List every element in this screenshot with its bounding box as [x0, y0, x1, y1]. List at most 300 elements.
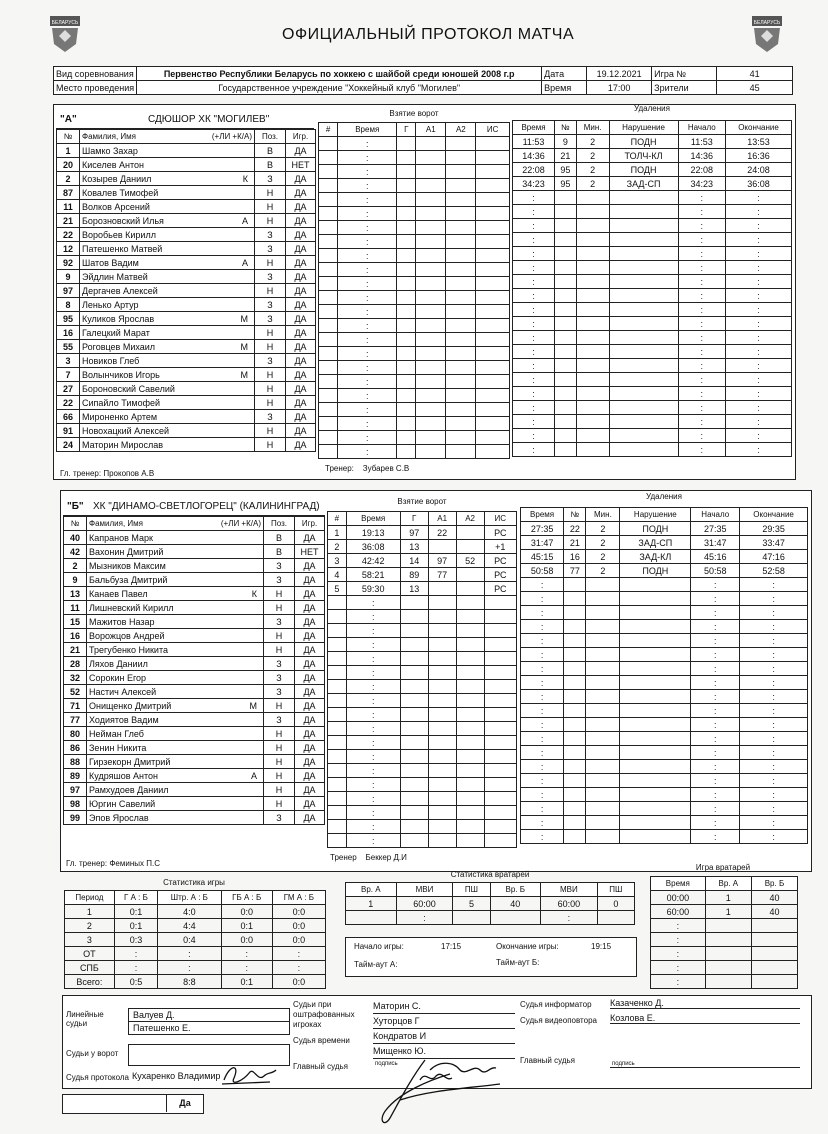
player-name: Дергачев Алексей	[82, 285, 158, 296]
gk-cell: 0	[597, 897, 634, 911]
goal-row: :	[328, 610, 517, 624]
penalty-no: 22	[564, 522, 586, 536]
penalty-row	[521, 536, 808, 550]
player-name: Кудряшов Антон	[89, 770, 158, 781]
penalty-s: 34:23	[678, 177, 725, 191]
penalty-row: : : :	[513, 261, 792, 275]
player-position: З	[255, 298, 286, 312]
team-a-penalties-title: Удаления	[634, 104, 670, 113]
player-name: Трегубенко Никита	[89, 644, 168, 655]
stats-cell: 0:4	[158, 933, 221, 947]
player-name: Ленько Артур	[82, 299, 139, 310]
team-b-roster	[63, 516, 325, 825]
penalty-min: 2	[576, 177, 609, 191]
stats-cell: :	[272, 947, 325, 961]
goal-n: 1	[328, 526, 347, 540]
goal-a2	[456, 526, 484, 540]
player-position: З	[264, 573, 295, 587]
player-position: Н	[264, 755, 295, 769]
stats-cell: :	[272, 961, 325, 975]
player-number: 8	[57, 298, 80, 312]
gk-play-row: :	[651, 947, 798, 961]
goal-g: 13	[400, 582, 428, 596]
player-name-cell	[80, 242, 255, 256]
gk-column-header: ПШ	[453, 883, 490, 897]
linesman-2: Патешенко Е.	[133, 1023, 191, 1033]
player-name-cell	[87, 699, 264, 713]
player-number: 80	[64, 727, 87, 741]
player-name-cell	[80, 340, 255, 354]
chief-judge-line	[610, 1053, 800, 1068]
player-played: ДА	[295, 811, 325, 825]
player-played: ДА	[295, 699, 325, 713]
player-position: Н	[255, 284, 286, 298]
svg-text:БЕЛАРУСЬ: БЕЛАРУСЬ	[753, 20, 781, 26]
player-row	[57, 242, 316, 256]
col-name: Фамилия, Имя (+ЛИ +К/А)	[87, 517, 264, 531]
penalty-row	[513, 149, 792, 163]
player-name-cell	[80, 368, 255, 382]
team-b-header	[63, 501, 325, 516]
player-role: М	[240, 369, 248, 380]
gk-play-cell: 00:00	[651, 891, 706, 905]
penalty-t: 50:58	[521, 564, 564, 578]
player-role: М	[240, 341, 248, 352]
player-number: 11	[64, 601, 87, 615]
chief-judge-label: Главный судья	[520, 1056, 576, 1065]
player-name-cell	[80, 172, 255, 186]
goal-row: :	[319, 305, 510, 319]
goal-row: :	[319, 207, 510, 221]
column-header: А2	[446, 123, 476, 137]
gk-stats-title: Статистика вратарей	[450, 870, 530, 879]
stats-column-header: Г А : Б	[114, 891, 157, 905]
penalty-row: : : :	[521, 718, 808, 732]
stats-row	[65, 919, 326, 933]
spectators-value: 45	[717, 81, 793, 95]
player-number: 22	[57, 228, 80, 242]
player-name-cell	[80, 382, 255, 396]
player-played: ДА	[286, 186, 316, 200]
linesman-1: Валуев Д.	[129, 1009, 289, 1022]
goal-row: :	[328, 806, 517, 820]
penalty-s: 14:36	[678, 149, 725, 163]
player-row	[64, 685, 325, 699]
player-name: Мызников Максим	[89, 560, 166, 571]
player-row	[57, 438, 316, 452]
player-row	[64, 769, 325, 783]
stats-cell: 0:3	[114, 933, 157, 947]
player-name: Капранов Марк	[89, 532, 153, 543]
match-info-table	[53, 66, 793, 95]
goal-row: :	[319, 445, 510, 459]
player-position: Н	[264, 769, 295, 783]
player-row	[64, 601, 325, 615]
penalty-min: 2	[576, 135, 609, 149]
goal-g: 14	[400, 554, 428, 568]
penalty-row: : : :	[521, 816, 808, 830]
timekeeper-label: Судья времени	[293, 1036, 350, 1045]
penalty-judges-label: Судьи при оштрафованных игроках	[293, 1000, 355, 1029]
stats-row	[65, 933, 326, 947]
stats-cell: 0:1	[221, 919, 272, 933]
gk-cell: 60:00	[396, 897, 453, 911]
stats-cell: :	[221, 947, 272, 961]
player-name-cell	[80, 396, 255, 410]
player-position: Н	[264, 783, 295, 797]
player-number: 66	[57, 410, 80, 424]
player-name-cell	[87, 727, 264, 741]
penalty-e: 33:47	[740, 536, 808, 550]
penalty-row: : : :	[513, 331, 792, 345]
player-number: 7	[57, 368, 80, 382]
player-name-cell	[87, 755, 264, 769]
column-header: А1	[428, 512, 456, 526]
column-header: Г	[397, 123, 416, 137]
team-b-goals-table	[327, 511, 517, 848]
player-row	[64, 671, 325, 685]
player-row	[57, 312, 316, 326]
player-played: ДА	[295, 783, 325, 797]
goal-row: :	[319, 347, 510, 361]
player-number: 52	[64, 685, 87, 699]
player-position: В	[255, 158, 286, 172]
info-judge-name: Казаченко Д.	[610, 998, 800, 1009]
player-name-cell	[80, 312, 255, 326]
team-a-name: СДЮШОР ХК "МОГИЛЕВ"	[148, 114, 270, 125]
competition-value: Первенство Республики Беларусь по хоккею с шайбой среди юношей 2008 г.р	[137, 67, 542, 81]
col-no: №	[57, 130, 80, 144]
gk-play-table	[650, 876, 798, 989]
player-name: Шатов Вадим	[82, 257, 139, 268]
goal-row	[328, 526, 517, 540]
penalty-v: ПОДН	[620, 564, 691, 578]
gk-play-cell: 40	[751, 891, 797, 905]
player-row	[64, 741, 325, 755]
team-b-name: ХК "ДИНАМО-СВЕТЛОГОРЕЦ" (КАЛИНИНГРАД)	[93, 501, 320, 512]
player-name-cell	[80, 256, 255, 270]
stats-cell: 4:0	[158, 905, 221, 919]
stats-cell: 0:0	[221, 933, 272, 947]
player-position: Н	[255, 396, 286, 410]
player-number: 9	[57, 270, 80, 284]
start-value: 17:15	[441, 942, 462, 951]
column-header: Время	[346, 512, 400, 526]
penalty-e: 36:08	[726, 177, 792, 191]
player-row	[64, 531, 325, 545]
referee-signature	[370, 1040, 510, 1130]
player-row	[57, 410, 316, 424]
gk-play-cell: 1	[705, 905, 751, 919]
stats-cell: 0:0	[272, 975, 325, 989]
penalty-t: 22:08	[513, 163, 555, 177]
belarus-logo-right	[750, 14, 784, 54]
gk-play-cell: 40	[751, 905, 797, 919]
player-row	[57, 284, 316, 298]
venue-label: Место проведения	[54, 81, 137, 95]
penalty-row: : : :	[513, 373, 792, 387]
penalty-e: 47:16	[740, 550, 808, 564]
player-played: ДА	[295, 531, 325, 545]
penalty-row: : : :	[513, 233, 792, 247]
player-role: М	[249, 700, 257, 711]
player-name-cell	[80, 214, 255, 228]
penalty-min: 2	[576, 163, 609, 177]
linesmen-label: Линейные судьи	[66, 1010, 104, 1028]
gk-play-column-header: Время	[651, 877, 706, 891]
goal-row	[328, 540, 517, 554]
player-played: ДА	[295, 601, 325, 615]
team-a-tag: "А"	[60, 114, 77, 125]
player-played: ДА	[286, 438, 316, 452]
player-played: ДА	[286, 382, 316, 396]
goal-row: :	[319, 151, 510, 165]
goal-row: :	[319, 431, 510, 445]
goal-row: :	[328, 680, 517, 694]
scorer-signature	[220, 1060, 280, 1090]
penalty-t: 45:15	[521, 550, 564, 564]
player-number: 12	[57, 242, 80, 256]
goal-row: :	[328, 764, 517, 778]
stats-cell: :	[114, 961, 157, 975]
goal-g: 13	[400, 540, 428, 554]
player-row	[57, 214, 316, 228]
goal-row: :	[319, 221, 510, 235]
player-played: ДА	[295, 797, 325, 811]
goal-row	[328, 568, 517, 582]
referee-sign-label: подпись	[375, 1061, 398, 1067]
player-number: 24	[57, 438, 80, 452]
goal-n: 4	[328, 568, 347, 582]
player-played: ДА	[295, 657, 325, 671]
player-played: ДА	[286, 410, 316, 424]
player-name: Бальбуза Дмитрий	[89, 574, 168, 585]
penalty-row: : : :	[521, 578, 808, 592]
player-name: Маторин Мирослав	[82, 439, 164, 450]
player-played: ДА	[295, 727, 325, 741]
player-number: 97	[57, 284, 80, 298]
player-name: Мажитов Назар	[89, 616, 155, 627]
column-header: №	[564, 508, 586, 522]
penalty-row: : : :	[521, 788, 808, 802]
penalty-judge-2: Хуторцов Г	[373, 1014, 515, 1029]
gk-play-row	[651, 905, 798, 919]
player-name: Онищенко Дмитрий	[89, 700, 172, 711]
column-header: Начало	[691, 508, 740, 522]
player-position: Н	[264, 601, 295, 615]
player-name-cell	[80, 270, 255, 284]
player-position: З	[255, 172, 286, 186]
goal-row: :	[319, 263, 510, 277]
player-position: Н	[255, 424, 286, 438]
player-row	[64, 727, 325, 741]
gk-play-title: Игра вратарей	[695, 863, 751, 872]
player-played: ДА	[286, 354, 316, 368]
goal-row: :	[319, 333, 510, 347]
gk-cell: 40	[490, 897, 540, 911]
team-b-goals-title: Взятие ворот	[397, 497, 447, 506]
stats-cell: СПБ	[65, 961, 115, 975]
player-name-cell	[80, 326, 255, 340]
penalty-no: 95	[554, 163, 576, 177]
goal-n: 3	[328, 554, 347, 568]
player-name-cell	[87, 573, 264, 587]
stats-cell: 0:0	[272, 933, 325, 947]
goal-a2	[456, 568, 484, 582]
player-row	[64, 587, 325, 601]
player-name-cell	[80, 186, 255, 200]
end-label: Окончание игры:	[496, 942, 559, 951]
goal-row: :	[328, 624, 517, 638]
penalty-min: 2	[586, 522, 620, 536]
player-position: З	[255, 270, 286, 284]
player-row	[64, 629, 325, 643]
penalty-row	[513, 135, 792, 149]
goal-row	[328, 554, 517, 568]
player-number: 42	[64, 545, 87, 559]
penalty-s: 45:16	[691, 550, 740, 564]
player-row	[57, 424, 316, 438]
gk-column-header: Вр. А	[346, 883, 397, 897]
goal-n: 2	[328, 540, 347, 554]
video-judge-name: Козлова Е.	[610, 1013, 800, 1024]
player-name: Ляхов Даниил	[89, 658, 148, 669]
penalty-t: 34:23	[513, 177, 555, 191]
player-name: Нейман Глеб	[89, 728, 144, 739]
player-name: Новохацкий Алексей	[82, 425, 169, 436]
player-row	[57, 340, 316, 354]
goal-row: :	[319, 179, 510, 193]
penalty-t: 27:35	[521, 522, 564, 536]
stats-column-header: ГМ А : Б	[272, 891, 325, 905]
player-played: НЕТ	[295, 545, 325, 559]
player-row	[57, 144, 316, 158]
player-position: Н	[264, 587, 295, 601]
penalty-row: : : :	[513, 443, 792, 457]
column-header: ИС	[476, 123, 510, 137]
player-name-cell	[87, 629, 264, 643]
player-name-cell	[87, 587, 264, 601]
goal-row: :	[328, 638, 517, 652]
col-play: Игр.	[286, 130, 316, 144]
date-value: 19.12.2021	[587, 67, 652, 81]
player-name-cell	[87, 545, 264, 559]
column-header: А2	[456, 512, 484, 526]
penalty-row: : : :	[513, 275, 792, 289]
gk-play-row: :	[651, 933, 798, 947]
team-a-coach: Гл. тренер: Прокопов А.В	[60, 469, 155, 478]
penalty-row: : : :	[521, 802, 808, 816]
player-position: Н	[255, 340, 286, 354]
stats-cell: ОТ	[65, 947, 115, 961]
player-position: З	[255, 354, 286, 368]
player-number: 27	[57, 382, 80, 396]
column-header: #	[328, 512, 347, 526]
team-a-roster	[56, 129, 316, 452]
svg-text:БЕЛАРУСЬ: БЕЛАРУСЬ	[51, 20, 79, 26]
linesmen-box	[128, 1008, 290, 1035]
player-position: З	[264, 671, 295, 685]
player-row	[64, 559, 325, 573]
player-name-cell	[87, 741, 264, 755]
penalty-v: ПОДН	[609, 163, 678, 177]
player-played: ДА	[286, 396, 316, 410]
player-name: Гирзекорн Дмитрий	[89, 756, 171, 767]
stats-row	[65, 947, 326, 961]
player-name: Эйдлин Матвей	[82, 271, 148, 282]
player-name: Юргин Савелий	[89, 798, 156, 809]
player-played: ДА	[286, 368, 316, 382]
referee-label: Главный судья	[293, 1062, 349, 1071]
player-name-cell	[87, 643, 264, 657]
gk-play-cell: 60:00	[651, 905, 706, 919]
stats-cell: 1	[65, 905, 115, 919]
goal-row: :	[328, 792, 517, 806]
player-number: 88	[64, 755, 87, 769]
team-a-goals-table	[318, 122, 510, 459]
player-name-cell	[87, 797, 264, 811]
player-position: З	[255, 242, 286, 256]
penalty-row: : : :	[521, 606, 808, 620]
player-row	[57, 186, 316, 200]
penalty-no: 95	[554, 177, 576, 191]
column-header: Начало	[678, 121, 725, 135]
penalty-row: : : :	[513, 359, 792, 373]
player-position: З	[264, 615, 295, 629]
penalty-t: 31:47	[521, 536, 564, 550]
stats-cell: :	[221, 961, 272, 975]
scorer-label: Судья протокола	[66, 1073, 129, 1082]
penalty-row	[521, 564, 808, 578]
player-number: 89	[64, 769, 87, 783]
remarks-value: Да	[166, 1094, 203, 1112]
end-value: 19:15	[591, 942, 612, 951]
gk-column-header: Вр. Б	[490, 883, 540, 897]
goal-t: 19:13	[346, 526, 400, 540]
col-no: №	[64, 517, 87, 531]
game-times-box	[345, 937, 637, 977]
goal-row: :	[319, 193, 510, 207]
goal-judges-label: Судьи у ворот	[66, 1049, 119, 1058]
penalty-row: : : :	[521, 746, 808, 760]
player-name: Волынчиков Игорь	[82, 369, 160, 380]
player-name: Зенин Никита	[89, 742, 147, 753]
penalty-row: : : :	[521, 732, 808, 746]
goal-row: :	[319, 277, 510, 291]
player-name: Настич Алексей	[89, 686, 157, 697]
player-number: 97	[64, 783, 87, 797]
column-header: Мин.	[586, 508, 620, 522]
video-judge-label: Судья видеоповтора	[520, 1016, 597, 1025]
column-header: Окончание	[726, 121, 792, 135]
player-played: ДА	[295, 671, 325, 685]
player-played: ДА	[295, 713, 325, 727]
player-position: Н	[264, 643, 295, 657]
stats-cell: 0:1	[221, 975, 272, 989]
player-name: Ковалев Тимофей	[82, 187, 159, 198]
col-play: Игр.	[295, 517, 325, 531]
goal-g: 97	[400, 526, 428, 540]
timekeeper-name: Кондратов И	[373, 1029, 515, 1044]
penalty-row: : : :	[513, 205, 792, 219]
penalty-no: 16	[564, 550, 586, 564]
stats-title: Статистика игры	[163, 878, 225, 887]
penalty-row: : : :	[513, 191, 792, 205]
player-position: З	[255, 228, 286, 242]
player-number: 40	[64, 531, 87, 545]
player-name: Роговцев Михаил	[82, 341, 156, 352]
column-header: №	[554, 121, 576, 135]
